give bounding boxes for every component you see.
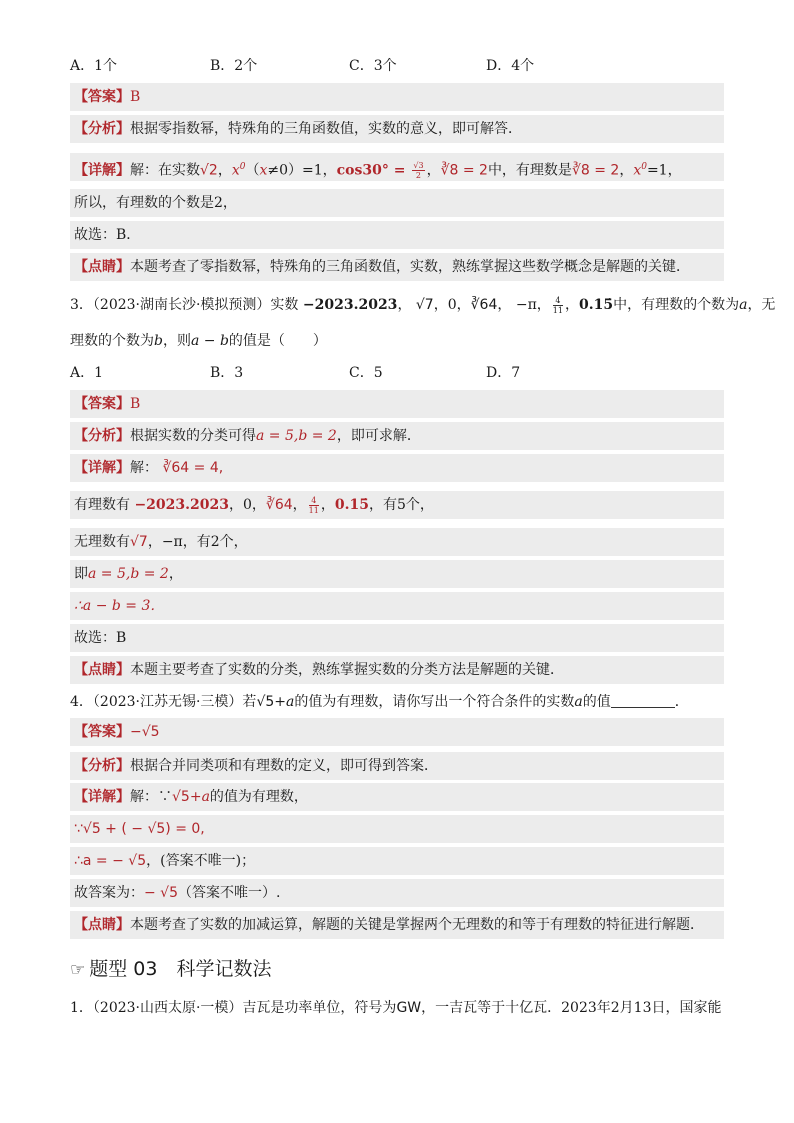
text: ，一吉瓦等于十亿瓦．2023年2月13日，国家能 <box>421 1000 722 1016</box>
math-exp: 0 <box>641 162 647 172</box>
math-var: a <box>201 789 210 805</box>
math-cos: cos30° = <box>336 162 411 179</box>
answer-label: 【答案】 <box>74 89 130 105</box>
math-expr: ∴a = − √5 <box>74 853 147 869</box>
text: 中，有理数的个数为 <box>613 297 740 313</box>
text: 解：∵ <box>130 789 172 805</box>
answer-value: B <box>130 89 141 105</box>
q4-answer <box>70 718 724 746</box>
math-sqrt5: √5 <box>172 789 190 805</box>
q2-detail-line-2 <box>70 189 724 217</box>
frac-num: 4 <box>309 496 319 506</box>
section-title: 题型 03 科学记数法 <box>89 958 272 980</box>
math-decimal: 0.1 <box>578 297 604 313</box>
text: 所以，有理数的个数是2， <box>74 195 237 211</box>
math-decimal: 0.1 <box>334 497 360 513</box>
math-sqrt2: √2 <box>200 162 218 179</box>
text: 有理数有 <box>74 497 135 513</box>
detail-label: 【详解】 <box>74 789 130 805</box>
q2-option-d: D．4个 <box>486 58 535 74</box>
text: ，则 <box>162 333 191 349</box>
q3-analysis <box>70 422 724 450</box>
q4-stem <box>70 688 724 716</box>
q2-detail-line-3 <box>70 221 724 249</box>
math-exp: 0 <box>239 162 246 172</box>
text: ， −π， <box>497 297 551 313</box>
q3-detail-line-1 <box>70 454 724 482</box>
text: ， <box>397 297 416 313</box>
text: ，0， <box>433 297 471 313</box>
text: ， <box>320 497 335 513</box>
answer-label: 【答案】 <box>74 724 130 740</box>
answer-value: B <box>130 396 141 412</box>
text: ，即可求解． <box>336 428 421 444</box>
text: ， <box>168 566 183 582</box>
math-expr: a − b <box>190 333 229 349</box>
q4-detail-line-1 <box>70 783 724 811</box>
text: ，无 <box>747 297 776 313</box>
math-cuberoot: ∛8 = 2 <box>571 162 620 179</box>
math-repeating-digit: 5̇ <box>359 497 369 513</box>
q2-options <box>70 52 724 80</box>
text: 的值是（ ） <box>228 333 327 349</box>
math-number: −2023.2023 <box>134 497 229 513</box>
text: （答案不唯一）. <box>178 885 281 901</box>
answer-value: −√5 <box>130 724 160 740</box>
text: 即 <box>74 566 88 582</box>
answer-label: 【答案】 <box>74 396 130 412</box>
math-expr: a = 5,b = 2 <box>256 428 337 444</box>
math-expr: a = 5,b = 2 <box>88 566 169 582</box>
q3-detail-line-3 <box>70 528 724 556</box>
text: 1．（2023·山西太原·一模）吉瓦是功率单位，符号为 <box>70 1000 397 1016</box>
text: + <box>274 694 286 710</box>
q4-detail-line-2 <box>70 815 724 843</box>
analysis-label: 【分析】 <box>74 121 130 137</box>
text: 故选：B． <box>74 227 141 243</box>
math-cuberoot: ∛64 <box>470 297 498 313</box>
text: ， <box>292 497 307 513</box>
text: ≠0）=1， <box>267 162 337 179</box>
math-cuberoot: ∛8 = 2 <box>440 162 488 179</box>
comment-label: 【点睛】 <box>74 917 130 933</box>
math-var: b <box>154 333 163 349</box>
q2-analysis <box>70 115 724 143</box>
q3-stem-line-2 <box>70 327 724 355</box>
answer-blank <box>611 691 675 708</box>
analysis-text: 根据合并同类项和有理数的定义，即可得到答案． <box>130 758 438 774</box>
math-sqrt7: √7 <box>130 534 148 550</box>
text: 的值为有理数， <box>209 789 308 805</box>
text: 3．（2023·湖南长沙·模拟预测）实数 <box>70 297 303 313</box>
text: （ <box>245 162 260 179</box>
q3-detail-line-4 <box>70 560 724 588</box>
q3-comment <box>70 656 724 684</box>
math-unit: GW <box>396 1000 422 1016</box>
text: ， <box>426 162 441 179</box>
q5-stem <box>70 994 724 1022</box>
text: 解：在实数 <box>130 162 200 179</box>
comment-label: 【点睛】 <box>74 259 130 275</box>
math-cuberoot: ∛64 = 4, <box>162 460 224 476</box>
comment-text: 本题考查了零指数幂，特殊角的三角函数值，实数，熟练掌握这些数学概念是解题的关键． <box>130 259 690 275</box>
q3-option-b: B．3 <box>210 365 244 381</box>
math-var: x <box>259 162 268 179</box>
detail-label: 【详解】 <box>74 162 130 179</box>
text: =1， <box>646 162 682 179</box>
text: ， <box>217 162 232 179</box>
comment-text: 本题主要考查了实数的分类，熟练掌握实数的分类方法是解题的关键． <box>130 662 564 678</box>
text: 中，有理数是 <box>487 162 572 179</box>
q3-option-c: C．5 <box>349 365 383 381</box>
math-sqrt5: √5 <box>256 694 275 710</box>
frac-den: 11 <box>308 505 319 515</box>
frac-num: √3 <box>413 161 424 171</box>
q3-option-d: D．7 <box>486 365 521 381</box>
text: 故选：B <box>74 630 127 646</box>
pointing-hand-icon: ☞ <box>70 960 86 980</box>
math-sqrt7: √7 <box>415 297 434 313</box>
math-expr: − √5 <box>144 885 179 901</box>
math-frac <box>309 496 319 515</box>
text: 的值为有理数，请你写出一个符合条件的实数 <box>294 694 575 710</box>
math-cuberoot: ∛64 <box>265 497 293 513</box>
q3-detail-line-6 <box>70 624 724 652</box>
text: ， <box>619 162 634 179</box>
text: 的值 <box>582 694 611 710</box>
q2-option-c: C．3个 <box>349 58 397 74</box>
text: 无理数有 <box>74 534 130 550</box>
text: ，有5个， <box>368 497 434 513</box>
q4-analysis <box>70 752 724 780</box>
math-var: a <box>286 694 295 710</box>
text: 故答案为： <box>74 885 144 901</box>
math-repeating-digit: 5̇ <box>603 297 614 313</box>
text: ，−π，有2个， <box>147 534 248 550</box>
math-var: x <box>633 162 642 179</box>
frac-den: 2 <box>415 171 422 181</box>
analysis-text: 根据零指数幂，特殊角的三角函数值，实数的意义，即可解答． <box>130 121 522 137</box>
q3-answer <box>70 390 724 418</box>
math-var: x <box>231 162 240 179</box>
math-expr: ∵√5 + ( − √5) = 0, <box>74 821 205 837</box>
math-expr: ∴a − b = 3． <box>74 598 165 614</box>
q3-option-a: A．1 <box>70 365 104 381</box>
math-frac <box>553 296 563 315</box>
comment-text: 本题考查了实数的加减运算，解题的关键是掌握两个无理数的和等于有理数的特征进行解题． <box>130 917 704 933</box>
text: ，0， <box>229 497 266 513</box>
q4-comment <box>70 911 724 939</box>
q2-answer <box>70 83 724 111</box>
q3-stem-line-1 <box>70 291 776 319</box>
analysis-label: 【分析】 <box>74 758 130 774</box>
frac-den: 11 <box>552 305 563 315</box>
q3-detail-line-2 <box>70 491 724 519</box>
math-var: a <box>574 694 583 710</box>
q2-option-a: A．1个 <box>70 58 118 74</box>
math-frac <box>412 161 424 180</box>
comment-label: 【点睛】 <box>74 662 130 678</box>
q2-comment <box>70 253 724 281</box>
text: 4．（2023·江苏无锡·三模）若 <box>70 694 257 710</box>
text: 理数的个数为 <box>70 333 154 349</box>
text: ，(答案不唯一)； <box>146 853 256 869</box>
math-number: −2023.2023 <box>302 297 398 313</box>
frac-num: 4 <box>553 296 563 306</box>
q3-options <box>70 359 724 387</box>
q4-detail-line-4 <box>70 879 724 907</box>
math-var: a <box>739 297 748 313</box>
text: ． <box>674 694 689 710</box>
text: 解： <box>130 460 163 476</box>
analysis-label: 【分析】 <box>74 428 130 444</box>
q3-detail-line-5 <box>70 592 724 620</box>
section-heading <box>70 953 271 985</box>
q4-detail-line-3 <box>70 847 724 875</box>
q2-detail-line-1 <box>70 153 724 181</box>
text: 根据实数的分类可得 <box>130 428 256 444</box>
text: + <box>189 789 202 805</box>
text: ， <box>564 297 579 313</box>
q2-option-b: B．2个 <box>210 58 258 74</box>
detail-label: 【详解】 <box>74 460 130 476</box>
